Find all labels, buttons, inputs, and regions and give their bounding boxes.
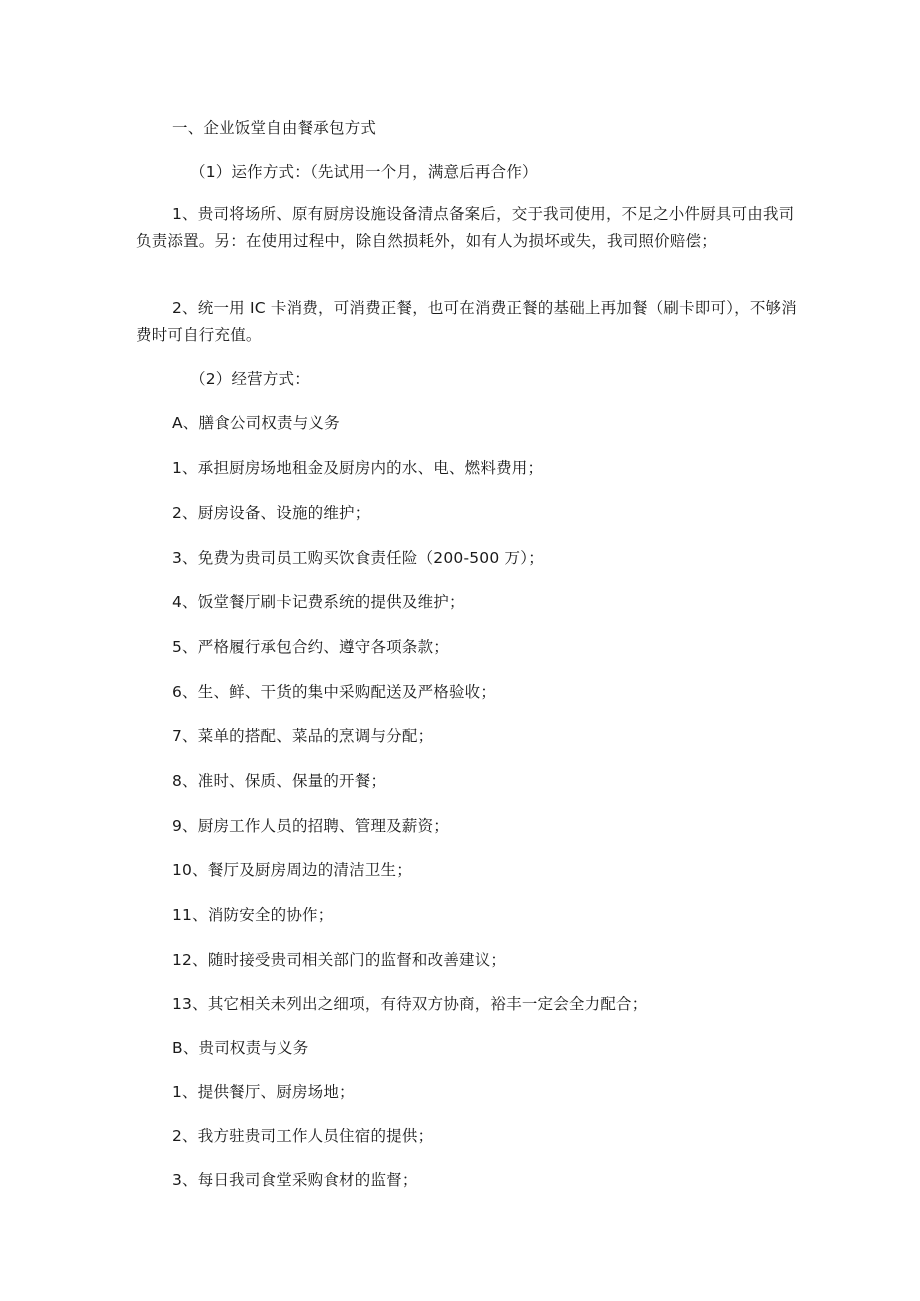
list-item: 1、提供餐厅、厨房场地； [172,1083,355,1101]
section1-paragraph-1: 1、贵司将场所、原有厨房设施设备清点备案后，交于我司使用，不足之小件厨具可由我司负责添置。另：在使用过程中，除自然损耗外，如有人为损坏或失，我司照价赔偿； [136,205,795,250]
list-item: 13、其它相关未列出之细项，有待双方协商，裕丰一定会全力配合； [172,995,648,1013]
partB-heading: B、贵司权责与义务 [172,1039,309,1057]
list-item: 1、承担厨房场地租金及厨房内的水、电、燃料费用； [172,459,544,477]
list-item: 12、随时接受贵司相关部门的监督和改善建议； [172,951,507,969]
list-item: 3、每日我司食堂采购食材的监督； [172,1171,418,1189]
list-item: 11、消防安全的协作； [172,906,334,924]
list-item: 3、免费为贵司员工购买饮食责任险（200-500 万）； [172,549,544,567]
list-item: 8、准时、保质、保量的开餐； [172,772,387,790]
section1-paragraph-2: 2、统一用 IC 卡消费，可消费正餐，也可在消费正餐的基础上再加餐（刷卡即可），不够消费时可自行充值。 [136,299,797,344]
list-item: 7、菜单的搭配、菜品的烹调与分配； [172,727,434,745]
partA-heading: A、膳食公司权责与义务 [172,414,340,432]
list-item: 9、厨房工作人员的招聘、管理及薪资； [172,817,449,835]
list-item: 2、我方驻贵司工作人员住宿的提供； [172,1127,434,1145]
list-item: 10、餐厅及厨房周边的清洁卫生； [172,861,412,879]
list-item: 5、严格履行承包合约、遵守各项条款； [172,638,449,656]
document-title: 一、企业饭堂自由餐承包方式 [172,119,377,137]
section1-heading: （1）运作方式：（先试用一个月，满意后再合作） [190,163,538,181]
list-item: 4、饭堂餐厅刷卡记费系统的提供及维护； [172,593,465,611]
list-item: 6、生、鲜、干货的集中采购配送及严格验收； [172,683,497,701]
section2-heading: （2）经营方式： [190,370,310,388]
list-item: 2、厨房设备、设施的维护； [172,504,371,522]
